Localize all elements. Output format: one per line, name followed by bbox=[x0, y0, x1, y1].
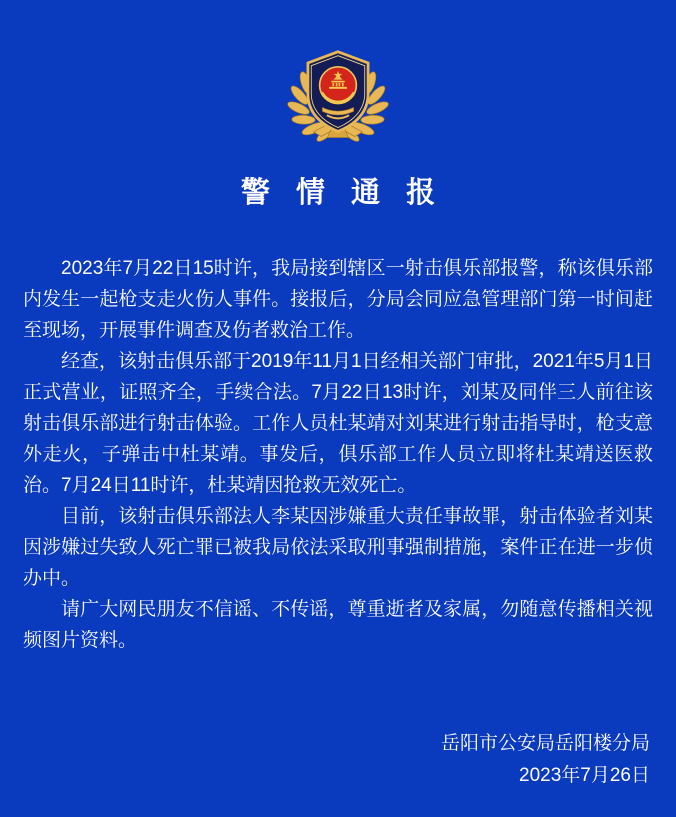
police-badge bbox=[0, 44, 676, 142]
notice-body bbox=[0, 253, 676, 656]
notice-title: 警 情 通 报 bbox=[240, 177, 445, 209]
notice-paragraph-2: 经查，该射击俱乐部于2019年11月1日经相关部门审批，2021年5月1日正式营业，证照齐全，手续合法。7月22日13时许，刘某及同伴三人前往该射击俱乐部进行射击体验。工作人员杜某靖对刘某进行射击指导时，枪支意外走火，子弹击中杜某靖。事发后，俱乐部工作人员立即将杜某靖送医救治。7月24日11时许，杜某靖因抢救无效死亡。 bbox=[23, 351, 653, 496]
signature-block bbox=[0, 728, 676, 792]
issue-date: 2023年7月26日 bbox=[519, 765, 650, 786]
notice-paragraph-1: 2023年7月22日15时许，我局接到辖区一射击俱乐部报警，称该俱乐部内发生一起枪支走火伤人事件。接报后，分局会同应急管理部门第一时间赶至现场，开展事件调查及伤者救治工作。 bbox=[23, 258, 653, 341]
notice-paragraph-3: 目前，该射击俱乐部法人李某因涉嫌重大责任事故罪，射击体验者刘某因涉嫌过失致人死亡罪已被我局依法采取刑事强制措施，案件正在进一步侦办中。 bbox=[23, 506, 653, 589]
notice-paragraph-4: 请广大网民朋友不信谣、不传谣，尊重逝者及家属，勿随意传播相关视频图片资料。 bbox=[23, 599, 653, 651]
police-badge-icon bbox=[282, 44, 394, 142]
issuing-agency: 岳阳市公安局岳阳楼分局 bbox=[440, 733, 650, 754]
